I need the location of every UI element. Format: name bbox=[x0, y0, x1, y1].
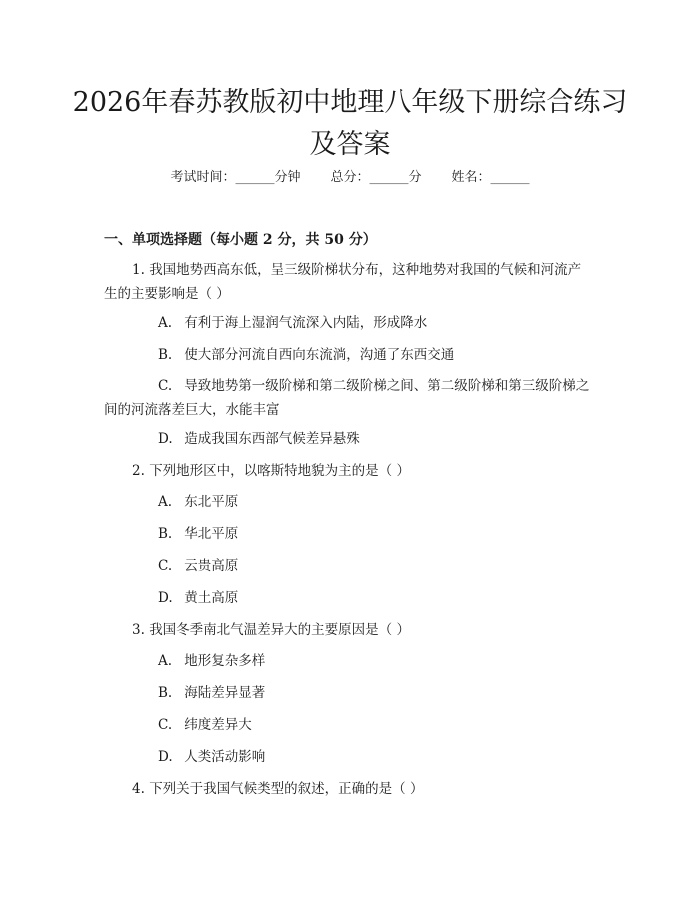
question-number: 2. bbox=[132, 463, 145, 479]
question-1-option-d bbox=[158, 428, 360, 450]
question-2-option-b bbox=[158, 523, 238, 545]
option-label: D. bbox=[158, 590, 173, 606]
student-name-field: 姓名：______ bbox=[451, 170, 530, 185]
question-2 bbox=[104, 459, 592, 483]
option-label: C. bbox=[158, 558, 173, 574]
option-text: 纬度差异大 bbox=[184, 717, 252, 733]
question-1-option-b bbox=[158, 344, 454, 366]
question-1-option-a bbox=[158, 312, 427, 334]
question-3-option-a bbox=[158, 650, 265, 672]
option-label: D. bbox=[158, 431, 173, 447]
question-3-option-d bbox=[158, 746, 265, 768]
question-3-option-b bbox=[158, 682, 265, 704]
option-label: A. bbox=[158, 494, 173, 510]
option-label: B. bbox=[158, 526, 173, 542]
option-label: D. bbox=[158, 749, 173, 765]
question-text: 我国地势西高东低，呈三级阶梯状分布，这种地势对我国的气候和河流产生的主要影响是（ ） bbox=[104, 262, 582, 302]
option-text: 人类活动影响 bbox=[184, 749, 266, 765]
section-heading-single-choice: 一、单项选择题（每小题 2 分，共 50 分） bbox=[104, 232, 377, 248]
option-text: 海陆差异显著 bbox=[184, 685, 266, 701]
option-text: 东北平原 bbox=[184, 494, 239, 510]
option-label: A. bbox=[158, 653, 173, 669]
option-text: 导致地势第一级阶梯和第二级阶梯之间、第二级阶梯和第三级阶梯之间的河流落差巨大，水能丰富 bbox=[104, 378, 590, 418]
option-text: 黄土高原 bbox=[184, 590, 239, 606]
exam-meta bbox=[0, 168, 700, 188]
option-text: 云贵高原 bbox=[184, 558, 239, 574]
question-number: 3. bbox=[132, 622, 145, 638]
option-label: B. bbox=[158, 347, 173, 363]
total-score-field: 总分：______分 bbox=[330, 170, 422, 185]
question-text: 下列地形区中，以喀斯特地貌为主的是（ ） bbox=[149, 463, 410, 479]
question-2-option-d bbox=[158, 587, 238, 609]
question-2-option-c bbox=[158, 555, 238, 577]
question-text: 我国冬季南北气温差异大的主要原因是（ ） bbox=[149, 622, 410, 638]
exam-time-field: 考试时间：______分钟 bbox=[170, 170, 301, 185]
question-number: 1. bbox=[132, 262, 145, 278]
option-label: A. bbox=[158, 315, 173, 331]
question-text: 下列关于我国气候类型的叙述，正确的是（ ） bbox=[149, 781, 424, 797]
option-text: 造成我国东西部气候差异悬殊 bbox=[184, 431, 360, 447]
option-text: 地形复杂多样 bbox=[184, 653, 266, 669]
question-1 bbox=[104, 258, 592, 306]
option-text: 使大部分河流自西向东流淌，沟通了东西交通 bbox=[184, 347, 455, 363]
question-number: 4. bbox=[132, 781, 145, 797]
question-3-option-c bbox=[158, 714, 252, 736]
option-text: 华北平原 bbox=[184, 526, 239, 542]
question-3 bbox=[104, 618, 592, 642]
question-4 bbox=[104, 777, 592, 801]
document-title: 2026年春苏教版初中地理八年级下册综合练习及答案 bbox=[72, 87, 628, 160]
option-text: 有利于海上湿润气流深入内陆，形成降水 bbox=[184, 315, 428, 331]
option-label: C. bbox=[158, 717, 173, 733]
question-1-option-c bbox=[104, 374, 592, 422]
option-label: B. bbox=[158, 685, 173, 701]
question-2-option-a bbox=[158, 491, 238, 513]
option-label: C. bbox=[158, 378, 173, 394]
